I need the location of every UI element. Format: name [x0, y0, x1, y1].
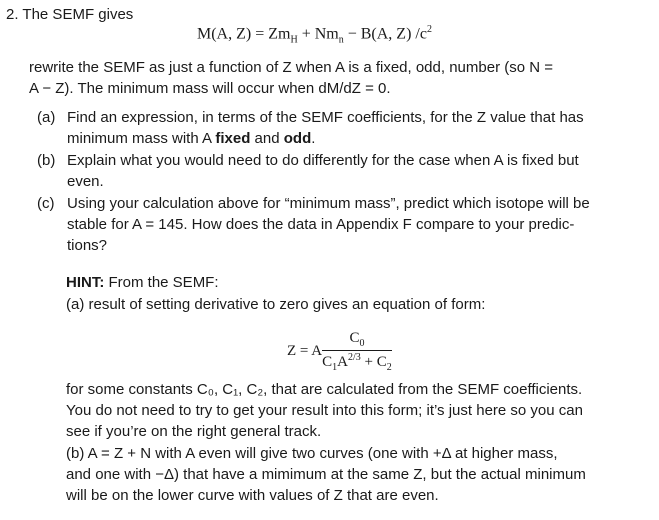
problem-intro: The SEMF gives	[22, 6, 134, 23]
part-a: (a) Find an expression, in terms of the SEMF coefficients, for the Z value that has minimum mass with A fixed and odd.	[37, 109, 584, 147]
problem-number: 2.	[6, 6, 19, 23]
part-c: (c) Using your calculation above for “minimum mass”, predict which isotope will be stable for A = 145. How does the data in Appendix F compare to your predic- tions?	[37, 195, 590, 254]
hint-label: HINT:	[66, 274, 105, 291]
hint-fraction-equation: Z = A $\frac{C_0}{C_1A^{2/3} + C_2}$	[287, 330, 392, 373]
hint-a-intro: (a) result of setting derivative to zero gives an equation of form:	[66, 296, 486, 313]
semf-equation: M(A, $Z) = Zm_H + Nm_n - B(A$, Z) $/c^2$	[197, 24, 432, 46]
fraction-denominator: $C_1A^{2/3} + C_2$	[322, 352, 392, 373]
fraction-numerator: $C_0$	[322, 330, 392, 351]
fraction	[322, 330, 392, 373]
hint-header: HINT: From the SEMF:	[66, 274, 219, 291]
problem-header	[6, 6, 133, 23]
hint-after-paragraph: for some constants C₀, C₁, C₂, that are calculated from the SEMF coefficients. You do not need to try to get your result into this form; it’s just here so you can see if you’re on the right general track.	[66, 381, 583, 440]
part-b: (b) Explain what you would need to do differently for the case when A is fixed but even.	[37, 152, 579, 190]
problem-paragraph: rewrite the SEMF as just a function of Z when A is a fixed, odd, number (so N = A − Z). The minimum mass will occur when dM/dZ = 0.	[29, 59, 553, 97]
hint-b-paragraph: (b) A = Z + N with A even will give two curves (one with +Δ at higher mass, and one with −Δ) that have a mimimum at the same Z, but the actual minimum will be on the lower curve with values of Z that are even.	[66, 445, 586, 504]
